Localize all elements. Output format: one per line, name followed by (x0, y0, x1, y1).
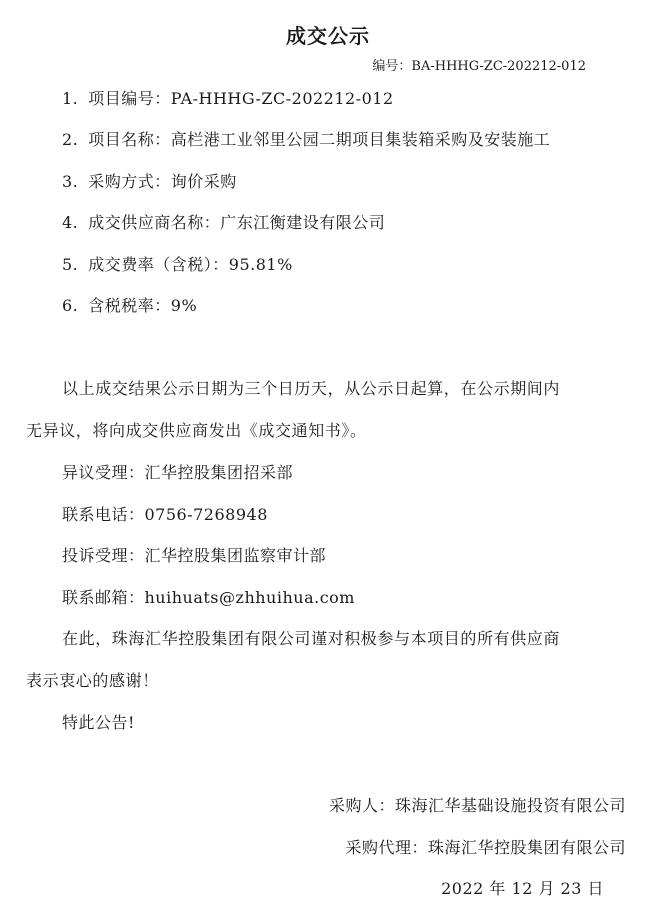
contact-phone: 联系电话：0756-7268948 (62, 505, 268, 524)
notice-line: 以上成交结果公示日期为三个日历天，从公示日起算，在公示期间内 (62, 379, 561, 398)
item-project-number (62, 88, 394, 110)
item-number: 4. (62, 213, 79, 232)
item-tax-rate (62, 295, 197, 317)
item-text: 项目编号：PA-HHHG-ZC-202212-012 (88, 89, 394, 108)
item-number: 1. (62, 89, 79, 108)
contact-email: 联系邮箱：huihuats@zhhuihua.com (62, 588, 355, 607)
item-text: 项目名称：高栏港工业邻里公园二期项目集装箱采购及安装施工 (88, 130, 551, 149)
notice-line: 无异议，将向成交供应商发出《成交通知书》。 (26, 421, 367, 440)
objection-handler: 异议受理：汇华控股集团招采部 (62, 463, 294, 482)
thanks-paragraph (26, 628, 626, 692)
item-text: 含税税率：9% (88, 296, 198, 315)
item-text: 成交费率（含税）：95.81% (88, 255, 293, 274)
complaint-handler: 投诉受理：汇华控股集团监察审计部 (62, 546, 327, 565)
item-supplier-name (62, 212, 385, 234)
thanks-line: 在此，珠海汇华控股集团有限公司谨对积极参与本项目的所有供应商 (62, 629, 561, 648)
item-number: 5. (62, 255, 79, 274)
page-title: 成交公示 (286, 24, 370, 48)
item-project-name (62, 129, 550, 151)
item-number: 3. (62, 172, 79, 191)
thanks-line: 表示衷心的感谢！ (26, 671, 159, 690)
item-fee-rate (62, 254, 293, 276)
item-number: 2. (62, 130, 79, 149)
announcement-date: 2022 年 12 月 23 日 (441, 879, 604, 898)
document-number: 编号：BA-HHHG-ZC-202212-012 (372, 59, 586, 74)
notice-paragraph (26, 378, 626, 442)
agent-signature: 采购代理：珠海汇华控股集团有限公司 (345, 838, 626, 857)
closing-statement: 特此公告! (62, 713, 135, 732)
purchaser-signature: 采购人：珠海汇华基础设施投资有限公司 (328, 796, 626, 815)
item-procurement-method (62, 171, 237, 193)
item-text: 成交供应商名称：广东江衡建设有限公司 (88, 213, 386, 232)
item-text: 采购方式：询价采购 (88, 172, 237, 191)
item-number: 6. (62, 296, 79, 315)
